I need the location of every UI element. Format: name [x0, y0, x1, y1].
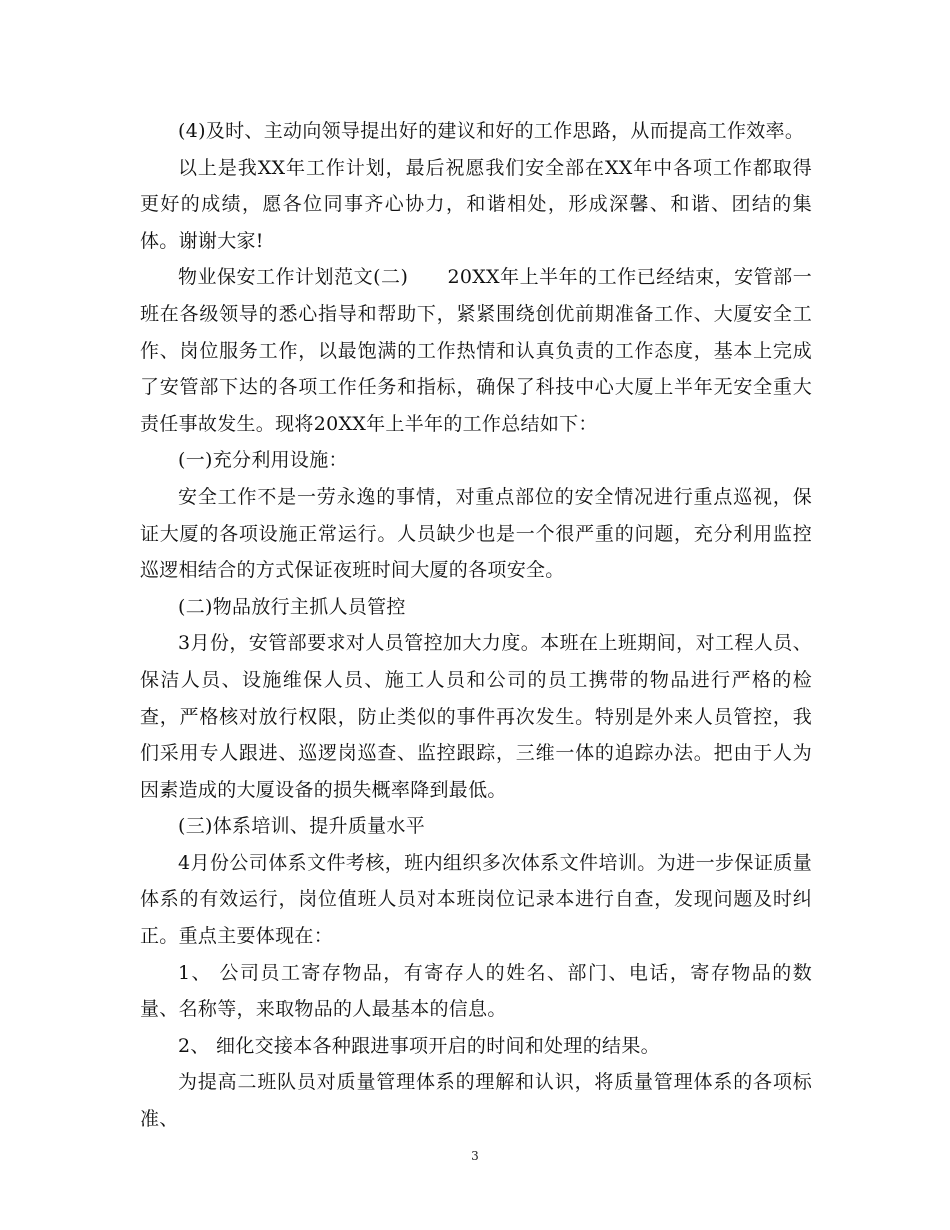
- list-item-2: 2、 细化交接本各种跟进事项开启的时间和处理的结果。: [178, 1034, 660, 1057]
- paragraph-closing-wishes: 以上是我XX年工作计划，最后祝愿我们安全部在XX年中各项工作都取得更好的成绩，愿各位同事齐心协力，和谐相处，形成深馨、和谐、团结的集体。谢谢大家!: [140, 156, 812, 252]
- list-item-1: 1、 公司员工寄存物品，有寄存人的姓名、部门、电话，寄存物品的数量、名称等，来取物品的人最基本的信息。: [140, 961, 812, 1021]
- page-number: 3: [471, 1149, 479, 1163]
- paragraph-system-training: 4月份公司体系文件考核，班内组织多次体系文件培训。为进一步保证质量体系的有效运行，岗位值班人员对本班岗位记录本进行自查，发现问题及时纠正。重点主要体现在：: [140, 851, 812, 948]
- section-heading-2: (二)物品放行主抓人员管控: [178, 595, 406, 618]
- paragraph-quality-management: 为提高二班队员对质量管理体系的理解和认识，将质量管理体系的各项标准、: [140, 1071, 812, 1131]
- paragraph-sample-two-intro: 物业保安工作计划范文(二) 20XX年上半年的工作已经结束，安管部一班在各级领导的悉心指导和帮助下，紧紧围绕创优前期准备工作、大厦安全工作、岗位服务工作，以最饱满的工作热情和认真负责的工作态度，基本上完成了安管部下达的各项工作任务和指标，确保了科技中心大厦上半年无安全重大责任事故发生。现将20XX年上半年的工作总结如下：: [140, 266, 812, 435]
- section-heading-3: (三)体系培训、提升质量水平: [178, 815, 426, 838]
- document-body: [140, 113, 812, 1138]
- paragraph-facilities: 安全工作不是一劳永逸的事情，对重点部位的安全情况进行重点巡视，保证大厦的各项设施正常运行。人员缺少也是一个很严重的问题，充分利用监控巡逻相结合的方式保证夜班时间大厦的各项安全。: [140, 485, 812, 582]
- paragraph-personnel-control: 3月份，安管部要求对人员管控加大力度。本班在上班期间，对工程人员、保洁人员、设施维保人员、施工人员和公司的员工携带的物品进行严格的检查，严格核对放行权限，防止类似的事件再次发生。特别是外来人员管控，我们采用专人跟进、巡逻岗巡查、监控跟踪，三维一体的追踪办法。把由于人为因素造成的大厦设备的损失概率降到最低。: [140, 632, 812, 801]
- section-heading-1: (一)充分利用设施：: [178, 449, 348, 472]
- paragraph-item-4: (4)及时、主动向领导提出好的建议和好的工作思路，从而提高工作效率。: [178, 120, 805, 142]
